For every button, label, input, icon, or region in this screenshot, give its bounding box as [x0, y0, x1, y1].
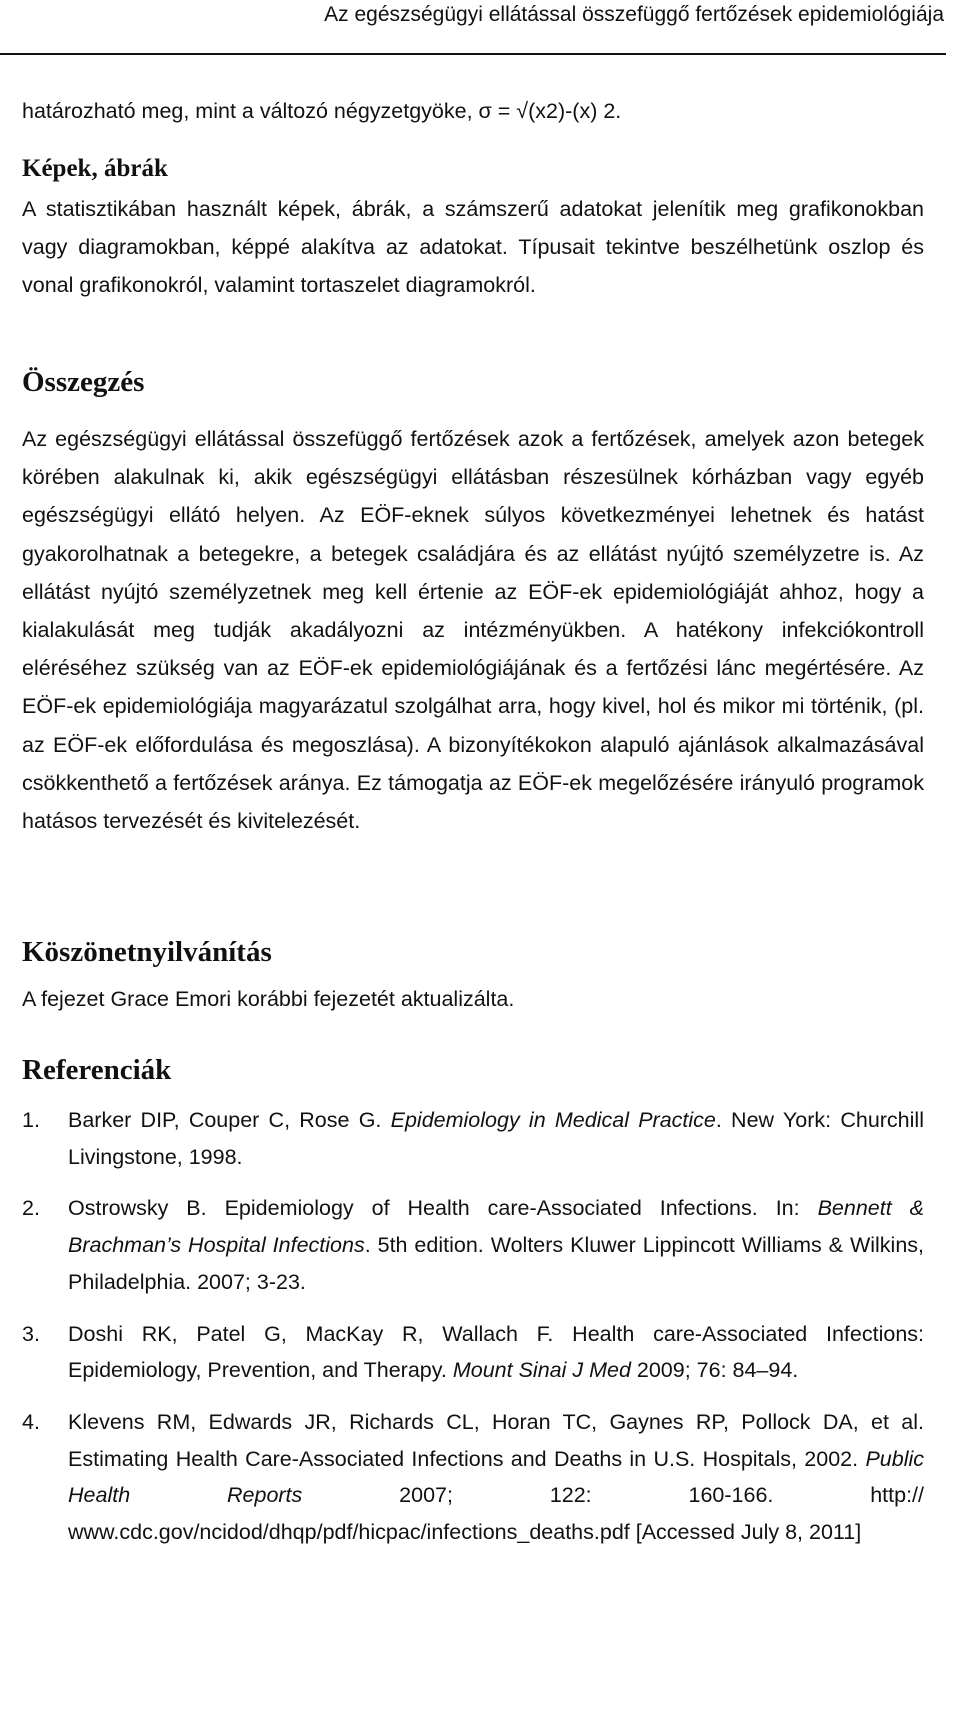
reference-item-1: [22, 1102, 924, 1175]
reference-title: Public Health Reports: [68, 1446, 924, 1508]
reference-text: . 5th edition. Wolters Kluwer Lippincott Williams & Wilkins, Philadelphia. 2007; 3-23.: [68, 1233, 924, 1294]
reference-title: Epidemiology in Medical Practice: [390, 1108, 716, 1132]
reference-number: 1.: [22, 1108, 40, 1132]
reference-item-2: [22, 1190, 924, 1300]
reference-title: Mount Sinai J Med: [452, 1358, 631, 1383]
reference-text: Ostrowsky B. Epidemiology of Health care-Associated Infections. In:: [68, 1196, 818, 1221]
reference-item-3: [22, 1316, 924, 1389]
reference-number: 2.: [22, 1196, 40, 1221]
kepek-paragraph: A statisztikában használt képek, ábrák, a számszerű adatokat jelenítik meg grafikonokban vagy diagramokban, képpé alakítva az adatokat. Típusait tekintve beszélhetünk oszlop és vonal grafikonokról, valamint tortaszelet diagramokról.: [22, 197, 924, 298]
section-heading-kepek: Képek, ábrák: [22, 155, 168, 182]
section-heading-osszegzes: Összegzés: [22, 366, 145, 398]
running-header: Az egészségügyi ellátással összefüggő fertőzések epidemiológiája: [324, 3, 944, 26]
reference-item-4: [22, 1404, 924, 1551]
reference-number: 4.: [22, 1409, 40, 1434]
reference-list: [22, 1102, 924, 1551]
reference-text: Barker DIP, Couper C, Rose G.: [68, 1108, 391, 1132]
reference-title: Bennett & Brachman’s Hospital Infections: [68, 1196, 924, 1258]
reference-text: Klevens RM, Edwards JR, Richards CL, Horan TC, Gaynes RP, Pollock DA, et al. Estimating Health Care-Associated Infections and Deaths in U.S. Hospitals, 2002.: [68, 1409, 924, 1471]
reference-text: 2009; 76: 84–94.: [630, 1358, 799, 1383]
koszonet-paragraph: A fejezet Grace Emori korábbi fejezetét aktualizálta.: [22, 987, 515, 1011]
section-heading-koszonet: Köszönetnyilvánítás: [22, 936, 272, 968]
reference-text: 2007; 122: 160-166. http:// www.cdc.gov/ncidod/dhqp/pdf/hicpac/infections_deaths.pdf [Accessed July 8, 2011]: [68, 1483, 925, 1545]
intro-paragraph: határozható meg, mint a változó négyzetgyöke, σ = √(x2)-(x) 2.: [22, 99, 622, 123]
reference-text: Doshi RK, Patel G, MacKay R, Wallach F. Health care-Associated Infections: Epidemiology, Prevention, and Therapy.: [68, 1321, 924, 1383]
reference-text: . New York: Churchill Livingstone, 1998.: [68, 1108, 924, 1169]
reference-number: 3.: [22, 1321, 40, 1346]
header-rule: [0, 53, 946, 55]
osszegzes-paragraph: Az egészségügyi ellátással összefüggő fertőzések azok a fertőzések, amelyek azon betegek körében alakulnak ki, akik egészségügyi ellátásban részesülnek kórházban vagy egyéb egészségügyi ellátó helyen. Az EÖF-eknek súlyos következményei lehetnek és hatást gyakorolhatnak a betegekre, a betegek családjára és az ellátást nyújtó személyzetre is. Az ellátást nyújtó személyzetnek meg kell értenie az EÖF-ek epidemiológiáját ahhoz, hogy a kialakulását meg tudják akadályozni az intézményükben. A hatékony infekciókontroll eléréséhez szükség van az EÖF-ek epidemiológiájának és a fertőzési lánc megértésére. Az EÖF-ek epidemiológiája magyarázatul szolgálhat arra, hogy kivel, hol és mikor mi történik, (pl. az EÖF-ek előfordulása és megoszlása). A bizonyítékokon alapuló ajánlások alkalmazásával csökkenthető a fertőzések aránya. Ez támogatja az EÖF-ek megelőzésére irányuló programok hatásos tervezését és kivitelezését.: [22, 427, 924, 834]
section-heading-referenciak: Referenciák: [22, 1054, 172, 1086]
